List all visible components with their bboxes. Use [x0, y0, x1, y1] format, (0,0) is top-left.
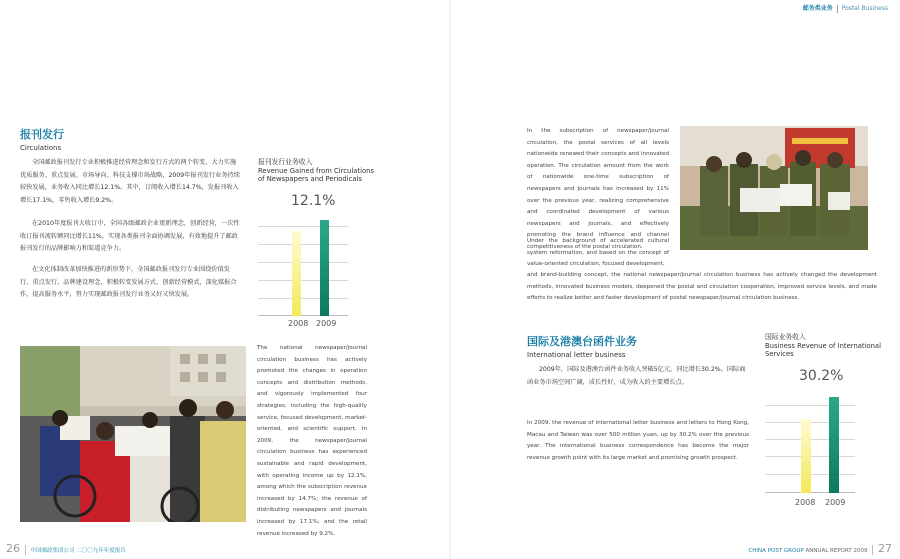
chart1-gridline	[258, 244, 348, 245]
newspaper-readers-photo	[20, 346, 246, 522]
chart2-plot	[765, 388, 855, 493]
circulations-heading	[20, 126, 64, 152]
international-heading	[527, 333, 637, 359]
chart1-gridline	[258, 298, 348, 299]
circulations-title-en: Circulations	[20, 144, 62, 152]
footer-left-text: 中国邮政集团公司 二〇〇九年年度报告	[30, 547, 126, 554]
header-section-cn: 邮务类业务	[802, 5, 833, 12]
chart2-title	[765, 333, 885, 359]
circulations-para-en: The national newspaper/journal circulation business has actively promoted the changes in operation concepts and distribution methods, and vigorously implemented four strategies, including the high-quality service, focused development, market-oriented, and scientific support. In 2009, the newspaper/journal circulation business has experienced sustainable and rapid development, with operating income up by 12.1%, among which the subscription revenue increased by 14.7%; the revenue of distributing newspapers and journals increased by 17.1%; and the retail revenue increased by 9.2%.	[257, 345, 367, 537]
international-title-en: International letter business	[527, 351, 626, 359]
page-number-left: 26	[6, 541, 20, 555]
circulations-para-en-right-top: In the subscription of newspaper/journal circulation, the postal services of all levels nationwide renewed their concepts and innovated operation. The circulation amount from the work of nationwide one-time subscription of newspapers and journals has increased by 11% over the previous year, realizing comprehensive and coordinated development of various newspapers and journals, and effectively promoting the brand influence and channel competitiveness of the postal circulation.	[527, 128, 669, 250]
footer-right-divider	[872, 545, 873, 555]
international-title-cn: 国际及港澳台函件业务	[527, 335, 637, 348]
header-divider	[837, 5, 838, 13]
footer-left-divider	[25, 545, 26, 555]
page-number-right: 27	[878, 541, 892, 555]
footer-right-brand: CHINA POST GROUP	[748, 547, 804, 554]
chart2-bar-2009	[829, 397, 839, 493]
footer-left	[6, 542, 126, 556]
chart1-growth-label: 12.1%	[291, 193, 336, 209]
footer-right-text: ANNUAL REPORT 2009	[805, 547, 868, 554]
header-section-en: Postal Business	[841, 5, 888, 12]
circulations-para-en-right-mid: Under the background of accelerated cultural system reformation, and based on the concept of value-oriented circulation, focused development,	[527, 238, 669, 268]
circulations-para3-cn: 在文化体制改革加快推进的新形势下，全国邮政报刊发行专业围绕价值发行、重点发行、品牌建设理念，积极转变发展方式，创新经营模式，深化媒报合作，提高服务水平，努力实现邮政报刊发行业务又好又快发展。	[20, 266, 237, 298]
chart1-gridline	[258, 226, 348, 227]
chart1-title-cn: 报刊发行业务收入	[258, 158, 313, 166]
chart1-gridline	[258, 280, 348, 281]
international-para-en: In 2009, the revenue of international letter business and letters to Hong Kong, Macau and Taiwan was over 500 million yuan, up by 30.2% over the previous year. The international business correspondence has become the major revenue growth point with its large market and promising growth prospect.	[527, 420, 749, 461]
soldiers-reading-photo	[680, 126, 868, 250]
chart2-bar-2008	[801, 419, 811, 493]
chart2-xlabel-2008: 2008	[795, 498, 816, 507]
chart2-growth-label: 30.2%	[799, 368, 844, 384]
circulations-para1-cn: 全国邮政报刊发行专业积极推进经营理念和发行方式的两个转变，大力实施优质服务、重点发展、市场导向、科技支撑市场战略，2009年报刊发行业务持续较快发展，业务收入同比增长12.1%。其中，订阅收入增长14.7%，发报刊收入增长17.1%，零售收入增长9.2%。	[20, 159, 240, 204]
footer-right	[748, 542, 892, 556]
chart1-gridline	[258, 262, 348, 263]
page-header	[803, 3, 888, 13]
chart2-title-cn: 国际业务收入	[765, 333, 806, 341]
chart1-baseline	[258, 315, 348, 316]
international-para-cn: 2009年，国际及港澳台函件业务收入突破5亿元，同比增长30.2%。国际商函业务市场空间广阔，成长性好，成为收入的主要增长点。	[527, 366, 746, 386]
chart1-plot	[258, 212, 348, 316]
chart1-xlabel-2008: 2008	[288, 319, 309, 328]
chart1-bar-2008	[292, 231, 301, 316]
chart2-xlabel-2009: 2009	[825, 498, 846, 507]
circulations-title-cn: 报刊发行	[20, 128, 64, 141]
chart1-title-en: Revenue Gained from Circulations of Newspapers and Periodicals	[258, 166, 374, 183]
page-gutter	[449, 0, 451, 559]
chart1-xlabel-2009: 2009	[316, 319, 337, 328]
chart2-title-en: Business Revenue of International Services	[765, 341, 881, 358]
circulations-para2-cn: 在2010年度报刊大收订中，全国各级邮政企业更新理念，创新经营，一次性收订报刊流转额同比增长11%，实现各类报刊全面协调发展，有效地提升了邮政报刊发行的品牌影响力和渠道竞争力。	[20, 220, 240, 252]
chart1-title	[258, 158, 378, 184]
chart1-bar-2009	[320, 220, 329, 316]
chart2-gridline	[765, 405, 855, 406]
circulations-para-en-right-wide: and brand-building concept, the national newspaper/journal circulation business has actively changed the development methods, innovated business models, deepened the postal and circulation cooperation, improved service levels, and made efforts to realize better and faster development of postal newspaper/journal circulation business.	[527, 272, 877, 302]
